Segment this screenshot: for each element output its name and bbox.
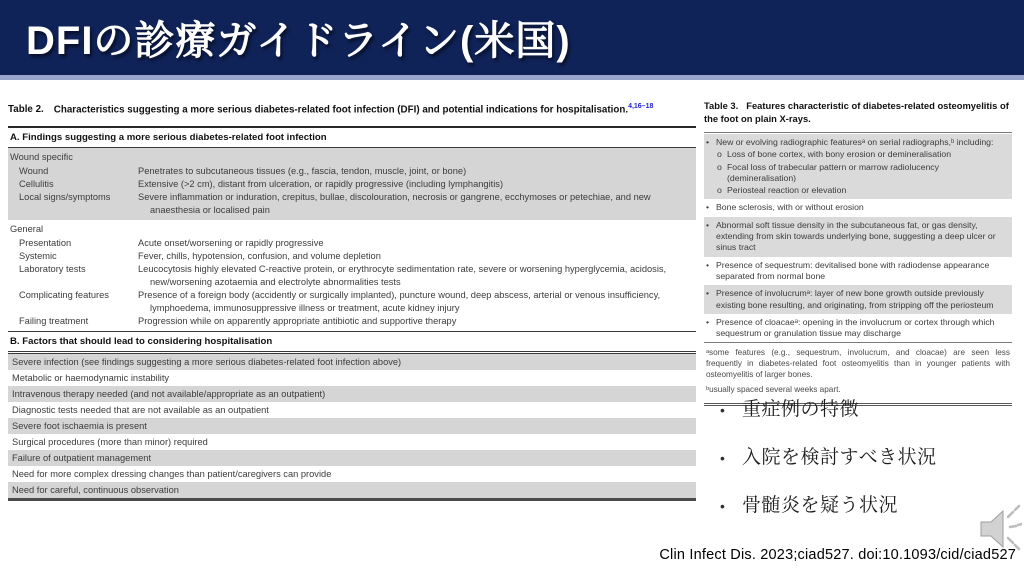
table2-group-label: General <box>10 224 44 235</box>
table-row <box>8 315 696 328</box>
table3-list <box>704 132 1012 342</box>
list-item <box>704 314 1012 343</box>
row-description: Fever, chills, hypotension, confusion, and volume depletion <box>138 251 381 262</box>
row-label: Systemic <box>19 251 57 262</box>
citation-text: Clin Infect Dis. 2023;ciad527. doi:10.1093/cid/ciad527 <box>659 547 1016 563</box>
list-item <box>704 199 1012 216</box>
bullet-text: Presence of cloacaeᵃ: opening in the involucrum or cortex through which sequestrum or granulation tissue may discharge <box>716 316 995 339</box>
bullet-text: New or evolving radiographic featuresᵃ on serial radiographs,ᵇ including: <box>716 137 994 147</box>
table-row <box>8 178 696 191</box>
row-description: Penetrates to subcutaneous tissues (e.g., fascia, tendon, muscle, joint, or bone) <box>138 166 467 177</box>
table2-reference-superscript: 4,16–18 <box>628 103 654 110</box>
bullet-icon: • <box>706 202 710 213</box>
list-item <box>714 442 1014 469</box>
list-item: Diagnostic tests needed that are not available as an outpatient <box>12 404 269 415</box>
bullet-icon: • <box>706 259 710 270</box>
sub-bullet-text: Loss of bone cortex, with bony erosion or demineralisation <box>727 149 952 160</box>
sub-bullet-icon: o <box>717 149 722 160</box>
table3-title: Features characteristic of diabetes-related osteomyelitis of the foot on plain X-rays. <box>704 100 1009 124</box>
row-description: Leucocytosis highly elevated C-reactive protein, or erythrocyte sedimentation rate, severe or worsening hyperglycemia, acidosis, new/worsening azotaemia and electrolyte abnormalities tests <box>138 264 667 288</box>
table-row <box>8 263 696 289</box>
list-item: Need for more complex dressing changes than patient/caregivers can provide <box>12 468 332 479</box>
table2-title: Characteristics suggesting a more serious diabetes-related foot infection (DFI) and potential indications for hospitalisation. <box>53 104 629 116</box>
row-description: Extensive (>2 cm), distant from ulceration, or rapidly progressive (including lymphangitis) <box>138 179 504 190</box>
list-item: Severe foot ischaemia is present <box>8 418 696 434</box>
bullet-icon: • <box>706 316 710 327</box>
row-label: Wound <box>19 166 49 177</box>
table-row <box>8 165 696 178</box>
summary-bullet-text: 骨髄炎を疑う状況 <box>742 495 899 516</box>
list-item: Metabolic or haemodynamic instability <box>12 372 170 383</box>
sub-bullet-icon: o <box>717 161 722 172</box>
summary-bullet-text: 重症例の特徴 <box>742 399 860 420</box>
table-row <box>8 191 696 217</box>
row-description: Severe inflammation or induration, crepitus, bullae, discolouration, necrosis or gangrene, ecchymoses or petechiae, and new anaesthesia or localised pain <box>138 192 651 216</box>
row-label: Presentation <box>19 238 72 249</box>
list-item <box>704 285 1012 314</box>
table2-section-b-header: B. Factors that should lead to considering hospitalisation <box>8 331 696 354</box>
bullet-icon: • <box>706 219 710 230</box>
bullet-text: Presence of sequestrum: devitalised bone with radiodense appearance separated from normal bone <box>716 259 990 281</box>
page-title: DFIの診療ガイドライン(米国) <box>26 19 571 63</box>
bullet-text: Bone sclerosis, with or without erosion <box>716 202 864 213</box>
table2-section-b-list <box>8 354 696 501</box>
table3 <box>704 100 1012 406</box>
sub-list-item <box>716 185 1009 196</box>
list-item <box>704 257 1012 286</box>
bullet-icon: • <box>720 498 726 514</box>
footnote: ᵇusually spaced several weeks apart. <box>706 384 841 394</box>
sub-bullet-text: Focal loss of trabecular pattern or marrow radiolucency (demineralisation) <box>727 161 939 183</box>
bullet-text: Abnormal soft tissue density in the subcutaneous fat, or gas density, extending from skin towards underlying bone, suggesting a deep ulcer or sinus tract <box>716 219 996 253</box>
header-band <box>0 0 1024 80</box>
table3-caption <box>704 100 1012 125</box>
list-item <box>714 490 1014 517</box>
table2-label: Table 2. <box>8 104 44 116</box>
list-item <box>714 394 1014 421</box>
table2 <box>8 103 696 501</box>
list-item: Intravenous therapy needed (and not available/appropriate as an outpatient) <box>8 386 696 402</box>
row-label: Failing treatment <box>19 316 89 327</box>
list-item: Surgical procedures (more than minor) required <box>12 436 208 447</box>
table2-section-a-header: A. Findings suggesting a more serious diabetes-related foot infection <box>8 128 696 148</box>
list-item: Severe infection (see findings suggesting a more serious diabetes-related foot infection above) <box>8 354 696 370</box>
table-row <box>8 237 696 250</box>
list-item: Failure of outpatient management <box>8 450 696 466</box>
table2-group-label: Wound specific <box>10 152 73 163</box>
bullet-icon: • <box>706 137 710 147</box>
table2-caption <box>8 103 696 115</box>
table3-label: Table 3. <box>704 100 739 111</box>
summary-bullet-list <box>714 394 1014 538</box>
table2-group-wound-specific <box>8 148 696 220</box>
row-label: Complicating features <box>19 290 109 301</box>
row-label: Local signs/symptoms <box>19 192 111 203</box>
list-item <box>704 134 1012 199</box>
list-item: Need for careful, continuous observation <box>8 482 696 498</box>
footnote: ᵃsome features (e.g., sequestrum, involucrum, and cloacae) are seen less frequently in diabetes-related foot osteomyelitis than in younger patients with osteomyelitis of larger bones. <box>706 348 1010 380</box>
sub-bullet-text: Periosteal reaction or elevation <box>727 185 847 196</box>
summary-bullet-text: 入院を検討すべき状況 <box>742 447 937 468</box>
sub-list-item <box>716 162 1009 185</box>
row-description: Progression while on apparently appropriate antibiotic and supportive therapy <box>138 316 457 327</box>
row-description: Presence of a foreign body (accidently or surgically implanted), puncture wound, deep abscess, arterial or venous insufficiency, lymphoedema, immunosuppressive illness or treatment, acute kidney injury <box>138 290 661 314</box>
table-row <box>8 289 696 315</box>
table-row <box>8 250 696 263</box>
list-item <box>704 217 1012 257</box>
row-label: Cellulitis <box>19 179 54 190</box>
sub-bullet-icon: o <box>717 185 722 196</box>
bullet-icon: • <box>720 402 726 418</box>
table2-body <box>8 126 696 501</box>
bullet-icon: • <box>720 450 726 466</box>
bullet-icon: • <box>706 288 710 299</box>
table2-group-general <box>8 220 696 331</box>
row-description: Acute onset/worsening or rapidly progressive <box>138 238 324 249</box>
bullet-text: Presence of involucrumᵃ: layer of new bone growth outside previously existing bone resulting, and originating, from stripping off the periosteum <box>716 288 994 310</box>
row-label: Laboratory tests <box>19 264 86 275</box>
sub-list-item <box>716 149 1009 160</box>
